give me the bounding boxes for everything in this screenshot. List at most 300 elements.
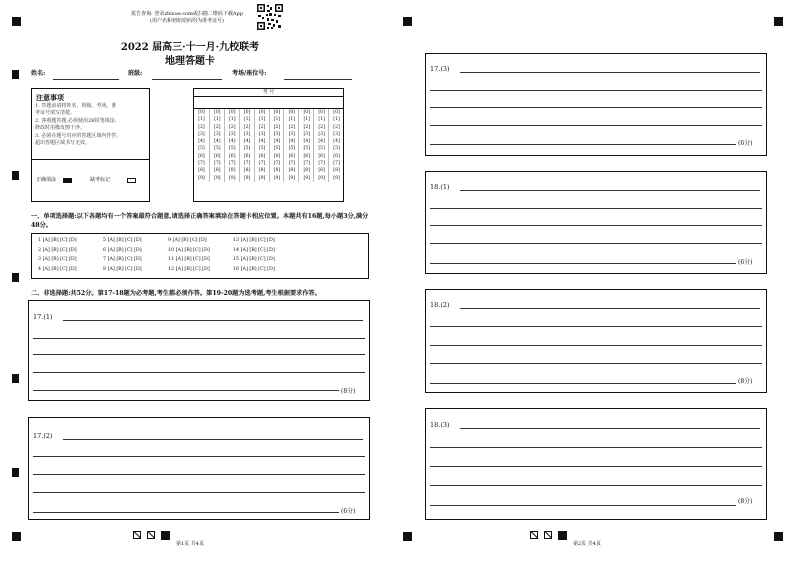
choice-bubble[interactable]: [B] xyxy=(184,266,194,272)
digit-bubble[interactable]: [9] xyxy=(243,175,251,181)
digit-bubble[interactable]: [0] xyxy=(258,110,266,115)
choice-bubble[interactable]: [C] xyxy=(193,257,203,262)
digit-bubble[interactable]: [7] xyxy=(333,161,340,167)
choice-bubble[interactable]: [C] xyxy=(258,257,268,262)
digit-bubble[interactable]: [4] xyxy=(303,139,310,145)
choice-bubble[interactable]: [C] xyxy=(258,266,268,272)
choice-bubble[interactable]: [A] xyxy=(240,238,250,243)
choice-bubble[interactable]: [A] xyxy=(107,247,117,253)
side-mark xyxy=(12,374,19,383)
question-label: 17.(2) xyxy=(33,432,53,440)
note-item: 3. 必须在题号对应的答题区域内作答,超出答题区域书写无效。 xyxy=(35,133,118,146)
side-mark xyxy=(12,171,19,180)
digit-bubble[interactable]: [1] xyxy=(333,117,340,123)
digit-bubble[interactable]: [2] xyxy=(198,124,205,130)
answer-line[interactable] xyxy=(430,363,762,364)
choice-row xyxy=(168,267,210,272)
side-mark xyxy=(12,468,19,477)
digit-bubble[interactable]: [3] xyxy=(333,131,340,137)
digit-bubble[interactable]: [9] xyxy=(303,175,310,181)
choice-bubble[interactable]: [A] xyxy=(42,266,52,272)
choice-bubble[interactable]: [B] xyxy=(116,247,126,253)
digit-bubble[interactable]: [8] xyxy=(333,168,340,174)
choice-bubble[interactable]: [A] xyxy=(172,238,182,243)
answer-line[interactable] xyxy=(460,428,760,429)
exam-number-column xyxy=(254,109,270,182)
exam-title: 2022 届高三·十一月·九校联考 xyxy=(120,42,260,53)
registration-mark xyxy=(12,532,21,541)
digit-bubble[interactable]: [4] xyxy=(318,139,325,145)
digit-bubble[interactable]: [2] xyxy=(214,124,221,130)
choice-bubble[interactable]: [D] xyxy=(69,247,77,253)
choice-row xyxy=(103,238,142,243)
digit-bubble[interactable]: [7] xyxy=(214,161,221,167)
choice-bubble[interactable]: [D] xyxy=(267,247,275,253)
score-label: (6分) xyxy=(738,259,753,266)
choice-bubble[interactable]: [D] xyxy=(202,266,210,272)
choice-row xyxy=(233,248,275,253)
digit-bubble[interactable]: [4] xyxy=(273,139,281,145)
digit-bubble[interactable]: [1] xyxy=(318,117,325,123)
digit-bubble[interactable]: [0] xyxy=(228,110,236,115)
choice-bubble[interactable]: [A] xyxy=(107,257,117,262)
digit-bubble[interactable]: [9] xyxy=(198,175,205,181)
page-code-mark xyxy=(530,531,538,539)
digit-bubble[interactable]: [7] xyxy=(288,161,296,167)
answer-line[interactable] xyxy=(430,447,762,448)
question-number: 14 xyxy=(233,247,241,253)
exam-number-grid xyxy=(193,88,344,202)
digit-bubble[interactable]: [3] xyxy=(243,131,251,137)
digit-bubble[interactable]: [5] xyxy=(318,146,325,152)
header-notice xyxy=(112,11,262,25)
digit-bubble[interactable]: [5] xyxy=(288,146,296,152)
notes-divider xyxy=(32,159,149,160)
name-field[interactable] xyxy=(53,79,119,80)
notes-heading: 注意事项 xyxy=(36,93,64,102)
choice-bubble[interactable]: [B] xyxy=(116,266,126,272)
choice-bubble[interactable]: [B] xyxy=(184,257,194,262)
digit-bubble[interactable]: [0] xyxy=(318,110,325,115)
digit-bubble[interactable]: [0] xyxy=(214,110,221,115)
digit-bubble[interactable]: [2] xyxy=(318,124,325,130)
choice-bubble[interactable]: [A] xyxy=(240,247,250,253)
score-label: (8分) xyxy=(341,388,356,395)
choice-bubble[interactable]: [D] xyxy=(199,238,207,243)
digit-bubble[interactable]: [0] xyxy=(198,110,205,115)
digit-bubble[interactable]: [2] xyxy=(258,124,266,130)
choice-bubble[interactable]: [A] xyxy=(175,266,185,272)
answer-line[interactable] xyxy=(63,439,363,440)
digit-bubble[interactable]: [3] xyxy=(318,131,325,137)
question-label: 17.(3) xyxy=(430,65,450,73)
question-number: 5 xyxy=(103,238,108,243)
choice-row xyxy=(168,248,210,253)
seat-label: 考场/座位号: xyxy=(232,70,267,77)
answer-line[interactable] xyxy=(430,144,736,145)
digit-bubble[interactable]: [5] xyxy=(273,146,281,152)
digit-bubble[interactable]: [5] xyxy=(333,146,340,152)
choice-bubble[interactable]: [C] xyxy=(60,257,70,262)
digit-bubble[interactable]: [7] xyxy=(273,161,281,167)
answer-line[interactable] xyxy=(33,474,365,475)
exam-number-column xyxy=(269,109,285,182)
choice-row xyxy=(38,267,77,272)
choice-bubble[interactable]: [B] xyxy=(51,247,61,253)
digit-bubble[interactable]: [5] xyxy=(258,146,266,152)
digit-bubble[interactable]: [7] xyxy=(303,161,310,167)
digit-bubble[interactable]: [9] xyxy=(288,175,296,181)
class-label: 班级: xyxy=(128,70,143,77)
choice-row xyxy=(38,238,77,243)
digit-bubble[interactable]: [0] xyxy=(273,110,281,115)
choice-bubble[interactable]: [A] xyxy=(107,266,117,272)
section2-heading: 二、非选择题:共52分。第17-18题为必考题,考生都必须作答。第19-20题为选考题,考生根据要求作答。 xyxy=(31,290,321,297)
digit-bubble[interactable]: [6] xyxy=(303,153,310,159)
digit-bubble[interactable]: [4] xyxy=(333,139,340,145)
digit-bubble[interactable]: [5] xyxy=(214,146,221,152)
answer-line[interactable] xyxy=(33,354,365,355)
choice-bubble[interactable]: [B] xyxy=(116,257,126,262)
digit-bubble[interactable]: [6] xyxy=(288,153,296,159)
choice-bubble[interactable]: [D] xyxy=(69,266,77,272)
choice-bubble[interactable]: [D] xyxy=(134,247,142,253)
digit-bubble[interactable]: [3] xyxy=(288,131,296,137)
choice-bubble[interactable]: [B] xyxy=(249,238,259,243)
choice-bubble[interactable]: [C] xyxy=(125,266,135,272)
choice-bubble[interactable]: [C] xyxy=(190,238,200,243)
digit-bubble[interactable]: [0] xyxy=(243,110,251,115)
choice-bubble[interactable]: [C] xyxy=(125,257,135,262)
digit-bubble[interactable]: [5] xyxy=(243,146,251,152)
choice-grid xyxy=(31,233,369,279)
question-number: 4 xyxy=(38,266,43,272)
choice-bubble[interactable]: [B] xyxy=(249,247,259,253)
digit-bubble[interactable]: [0] xyxy=(303,110,310,115)
digit-bubble[interactable]: [5] xyxy=(303,146,310,152)
choice-bubble[interactable]: [D] xyxy=(267,238,275,243)
exam-number-column xyxy=(224,109,240,182)
page-code-mark xyxy=(558,531,567,540)
answer-line[interactable] xyxy=(33,512,339,513)
choice-bubble[interactable]: [A] xyxy=(107,238,117,243)
answer-box-17-1[interactable] xyxy=(28,300,370,401)
seat-field[interactable] xyxy=(284,79,352,80)
question-number: 15 xyxy=(233,257,241,262)
digit-bubble[interactable]: [8] xyxy=(288,168,296,174)
answer-line[interactable] xyxy=(63,320,363,321)
digit-bubble[interactable]: [8] xyxy=(273,168,281,174)
exam-number-column xyxy=(209,109,225,182)
choice-bubble[interactable]: [A] xyxy=(42,257,52,262)
answer-line[interactable] xyxy=(460,308,760,309)
choice-row xyxy=(168,257,210,262)
page-number-1: 第1页 共4页 xyxy=(176,541,204,547)
choice-bubble[interactable]: [B] xyxy=(51,257,61,262)
side-mark xyxy=(12,70,19,79)
digit-bubble[interactable]: [3] xyxy=(273,131,281,137)
answer-line[interactable] xyxy=(33,456,365,457)
note-item: 1. 答题前请将姓名、班级、考场、准考证号填写清楚。 xyxy=(35,103,117,116)
choice-bubble[interactable]: [D] xyxy=(267,257,275,262)
answer-line[interactable] xyxy=(33,372,365,373)
score-label: (8分) xyxy=(738,498,753,505)
question-number: 3 xyxy=(38,257,43,262)
choice-bubble[interactable]: [B] xyxy=(51,238,61,243)
digit-bubble[interactable]: [7] xyxy=(258,161,266,167)
choice-bubble[interactable]: [D] xyxy=(267,266,275,272)
page-code-mark xyxy=(161,531,170,540)
digit-bubble[interactable]: [6] xyxy=(228,153,236,159)
choice-bubble[interactable]: [C] xyxy=(60,238,70,243)
digit-bubble[interactable]: [1] xyxy=(288,117,296,123)
digit-bubble[interactable]: [2] xyxy=(333,124,340,130)
digit-bubble[interactable]: [9] xyxy=(228,175,236,181)
digit-bubble[interactable]: [6] xyxy=(318,153,325,159)
answer-line[interactable] xyxy=(460,190,760,191)
digit-bubble[interactable]: [8] xyxy=(214,168,221,174)
digit-bubble[interactable]: [6] xyxy=(258,153,266,159)
choice-bubble[interactable]: [D] xyxy=(134,238,142,243)
answer-line[interactable] xyxy=(430,345,762,346)
question-number: 9 xyxy=(168,238,173,243)
answer-line[interactable] xyxy=(430,383,736,384)
answer-box-17-2[interactable] xyxy=(28,417,370,520)
digit-bubble[interactable]: [1] xyxy=(214,117,221,123)
section1-heading: 一、单项选择题:以下各题均有一个答案最符合题意,请选择正确答案填涂在答题卡相应位置。本题共有16题,每小题3分,满分48分。 xyxy=(31,213,369,229)
registration-mark xyxy=(774,17,783,26)
digit-bubble[interactable]: [4] xyxy=(243,139,251,145)
question-number: 10 xyxy=(168,247,176,253)
absent-mark-box[interactable] xyxy=(127,178,136,183)
answer-line[interactable] xyxy=(33,390,339,391)
question-number: 6 xyxy=(103,247,108,253)
answer-line[interactable] xyxy=(430,90,762,91)
digit-bubble[interactable]: [9] xyxy=(214,175,221,181)
digit-bubble[interactable]: [2] xyxy=(228,124,236,130)
exam-number-column xyxy=(239,109,255,182)
answer-line[interactable] xyxy=(430,243,762,244)
answer-line[interactable] xyxy=(430,225,762,226)
answer-line[interactable] xyxy=(460,72,760,73)
question-label: 18.(1) xyxy=(430,183,450,191)
digit-bubble[interactable]: [9] xyxy=(333,175,340,181)
question-number: 16 xyxy=(233,266,241,272)
choice-row xyxy=(103,267,142,272)
digit-bubble[interactable]: [0] xyxy=(333,110,340,115)
choice-bubble[interactable]: [C] xyxy=(258,247,268,253)
choice-bubble[interactable]: [B] xyxy=(51,266,61,272)
digit-bubble[interactable]: [2] xyxy=(288,124,296,130)
choice-row xyxy=(38,248,77,253)
choice-row xyxy=(168,238,207,243)
answer-line[interactable] xyxy=(430,466,762,467)
answer-line[interactable] xyxy=(33,492,365,493)
notes-list xyxy=(35,103,119,147)
digit-bubble[interactable]: [1] xyxy=(303,117,310,123)
digit-bubble[interactable]: [7] xyxy=(243,161,251,167)
digit-bubble[interactable]: [1] xyxy=(198,117,205,123)
exam-number-column xyxy=(328,109,344,182)
score-label: (6分) xyxy=(341,508,356,515)
choice-bubble[interactable]: [D] xyxy=(134,257,142,262)
answer-line[interactable] xyxy=(430,125,762,126)
answer-box-18-3[interactable] xyxy=(425,408,767,520)
question-number: 2 xyxy=(38,247,43,253)
digit-bubble[interactable]: [9] xyxy=(258,175,266,181)
digit-bubble[interactable]: [3] xyxy=(214,131,221,137)
digit-bubble[interactable]: [7] xyxy=(318,161,325,167)
exam-number-header: 考 号 xyxy=(194,89,343,97)
digit-bubble[interactable]: [3] xyxy=(303,131,310,137)
exam-number-column xyxy=(313,109,329,182)
digit-bubble[interactable]: [6] xyxy=(333,153,340,159)
question-label: 18.(2) xyxy=(430,301,450,309)
page-number-2: 第2页 共4页 xyxy=(573,541,601,547)
choice-bubble[interactable]: [A] xyxy=(240,266,250,272)
digit-bubble[interactable]: [5] xyxy=(198,146,205,152)
digit-bubble[interactable]: [3] xyxy=(258,131,266,137)
answer-line[interactable] xyxy=(430,485,762,486)
choice-row xyxy=(233,267,275,272)
answer-line[interactable] xyxy=(430,263,736,264)
exam-number-write-row[interactable] xyxy=(194,96,343,109)
digit-bubble[interactable]: [0] xyxy=(288,110,296,115)
digit-bubble[interactable]: [8] xyxy=(318,168,325,174)
choice-row xyxy=(233,238,275,243)
answer-line[interactable] xyxy=(430,107,762,108)
digit-bubble[interactable]: [9] xyxy=(273,175,281,181)
answer-box-18-1[interactable] xyxy=(425,171,767,274)
choice-bubble[interactable]: [B] xyxy=(116,238,126,243)
choice-bubble[interactable]: [B] xyxy=(249,266,259,272)
choice-bubble[interactable]: [D] xyxy=(202,247,210,253)
side-mark xyxy=(12,273,19,282)
choice-bubble[interactable]: [A] xyxy=(175,257,185,262)
choice-bubble[interactable]: [A] xyxy=(240,257,250,262)
digit-bubble[interactable]: [4] xyxy=(228,139,236,145)
score-label: (6分) xyxy=(738,140,753,147)
digit-bubble[interactable]: [4] xyxy=(288,139,296,145)
page-code-mark xyxy=(133,531,141,539)
question-label: 18.(3) xyxy=(430,421,450,429)
digit-bubble[interactable]: [2] xyxy=(303,124,310,130)
choice-bubble[interactable]: [B] xyxy=(181,238,191,243)
digit-bubble[interactable]: [4] xyxy=(214,139,221,145)
answer-line[interactable] xyxy=(430,326,762,327)
exam-number-column xyxy=(283,109,299,182)
exam-number-column xyxy=(194,109,209,182)
score-label: (8分) xyxy=(738,378,753,385)
notice-line-2: (用户名和初始密码均为准考证号) xyxy=(150,18,224,24)
digit-bubble[interactable]: [8] xyxy=(198,168,205,174)
digit-bubble[interactable]: [4] xyxy=(198,139,205,145)
page-code-mark xyxy=(147,531,155,539)
choice-bubble[interactable]: [C] xyxy=(60,266,70,272)
question-number: 13 xyxy=(233,238,241,243)
digit-bubble[interactable]: [1] xyxy=(243,117,251,123)
choice-bubble[interactable]: [C] xyxy=(258,238,268,243)
question-number: 7 xyxy=(103,257,108,262)
exam-number-column xyxy=(298,109,314,182)
choice-bubble[interactable]: [D] xyxy=(69,238,77,243)
digit-bubble[interactable]: [4] xyxy=(258,139,266,145)
choice-bubble[interactable]: [A] xyxy=(175,247,185,253)
choice-row xyxy=(38,257,77,262)
choice-area xyxy=(38,238,368,278)
question-number: 1 xyxy=(38,238,43,243)
note-item: 2. 客观题答题,必须使用2B铅笔填涂,修改时用橡皮擦干净。 xyxy=(35,118,117,131)
digit-bubble[interactable]: [6] xyxy=(214,153,221,159)
choice-bubble[interactable]: [D] xyxy=(134,266,142,272)
digit-bubble[interactable]: [9] xyxy=(318,175,325,181)
digit-bubble[interactable]: [6] xyxy=(243,153,251,159)
question-number: 8 xyxy=(103,266,108,272)
answer-line[interactable] xyxy=(430,505,736,506)
page-code-mark xyxy=(544,531,552,539)
digit-bubble[interactable]: [2] xyxy=(273,124,281,130)
answer-box-18-2[interactable] xyxy=(425,289,767,393)
digit-bubble[interactable]: [3] xyxy=(228,131,236,137)
choice-bubble[interactable]: [B] xyxy=(184,247,194,253)
choice-bubble[interactable]: [A] xyxy=(42,238,52,243)
choice-row xyxy=(103,248,142,253)
answer-line[interactable] xyxy=(33,338,365,339)
digit-bubble[interactable]: [8] xyxy=(258,168,266,174)
digit-bubble[interactable]: [6] xyxy=(273,153,281,159)
choice-bubble[interactable]: [C] xyxy=(125,247,135,253)
choice-bubble[interactable]: [B] xyxy=(249,257,259,262)
digit-bubble[interactable]: [1] xyxy=(273,117,281,123)
registration-mark xyxy=(403,17,412,26)
choice-bubble[interactable]: [C] xyxy=(125,238,135,243)
correct-fill-label: 正确填涂 xyxy=(36,177,57,183)
choice-row xyxy=(103,257,142,262)
choice-bubble[interactable]: [D] xyxy=(69,257,77,262)
digit-bubble[interactable]: [8] xyxy=(243,168,251,174)
choice-bubble[interactable]: [C] xyxy=(60,247,70,253)
choice-bubble[interactable]: [C] xyxy=(193,247,203,253)
digit-bubble[interactable]: [7] xyxy=(198,161,205,167)
choice-bubble[interactable]: [D] xyxy=(202,257,210,262)
registration-mark xyxy=(12,17,21,26)
digit-bubble[interactable]: [3] xyxy=(198,131,205,137)
question-number: 12 xyxy=(168,266,176,272)
digit-bubble[interactable]: [8] xyxy=(303,168,310,174)
choice-row xyxy=(233,257,275,262)
digit-bubble[interactable]: [1] xyxy=(228,117,236,123)
class-field[interactable] xyxy=(152,79,222,80)
digit-bubble[interactable]: [5] xyxy=(228,146,236,152)
digit-bubble[interactable]: [8] xyxy=(228,168,236,174)
question-label: 17.(1) xyxy=(33,313,53,321)
absent-mark-label: 缺考标记 xyxy=(90,177,111,183)
answer-box-17-3[interactable] xyxy=(425,53,767,156)
choice-bubble[interactable]: [C] xyxy=(193,266,203,272)
digit-bubble[interactable]: [2] xyxy=(243,124,251,130)
digit-bubble[interactable]: [6] xyxy=(198,153,205,159)
choice-bubble[interactable]: [A] xyxy=(42,247,52,253)
exam-number-bubbles xyxy=(194,109,343,202)
answer-line[interactable] xyxy=(430,208,762,209)
question-number: 11 xyxy=(168,257,176,262)
correct-fill-sample xyxy=(63,178,72,183)
notes-box xyxy=(31,88,150,202)
digit-bubble[interactable]: [7] xyxy=(228,161,236,167)
qr-code-icon xyxy=(257,4,283,30)
exam-subtitle: 地理答题卡 xyxy=(165,56,215,67)
digit-bubble[interactable]: [1] xyxy=(258,117,266,123)
